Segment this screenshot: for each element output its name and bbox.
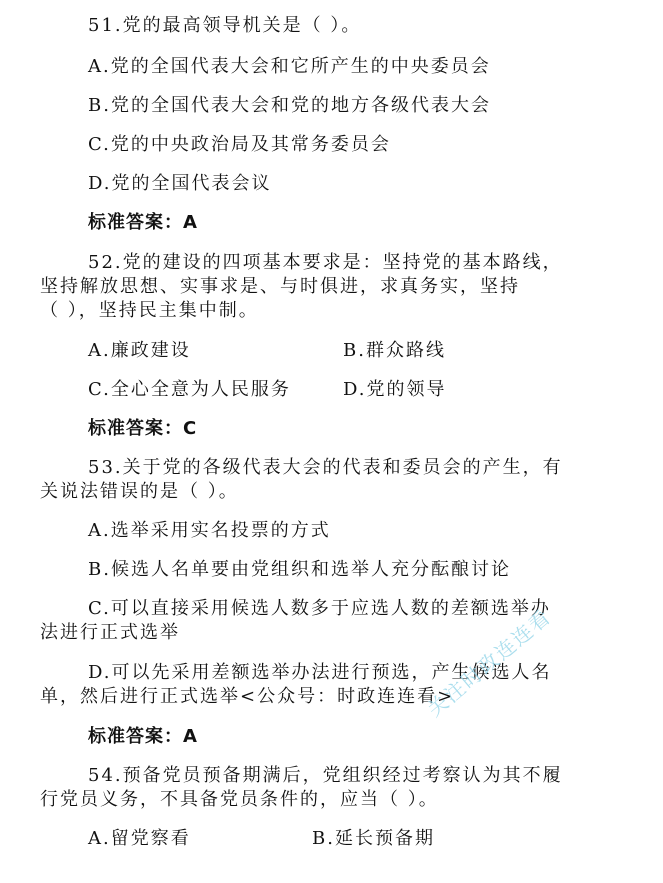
q51-option-c: C.党的中央政治局及其常务委员会 <box>88 134 391 155</box>
q54-stem-line1: 54.预备党员预备期满后，党组织经过考察认为其不履 <box>88 765 563 786</box>
q53-option-a: A.选举采用实名投票的方式 <box>88 520 331 541</box>
q53-option-d-line2: 单，然后进行正式选举<公众号：时政连连看> <box>40 686 455 707</box>
q51-stem: 51.党的最高领导机关是（ ）。 <box>88 15 362 36</box>
q53-option-d-line1: D.可以先采用差额选举办法进行预选，产生候选人名 <box>88 662 552 683</box>
q52-stem-line2: 坚持解放思想、实事求是、与时俱进，求真务实，坚持 <box>40 276 520 297</box>
q53-option-c-line1: C.可以直接采用候选人数多于应选人数的差额选举办 <box>88 598 551 619</box>
q51-option-b: B.党的全国代表大会和党的地方各级代表大会 <box>88 95 491 116</box>
q52-stem-line1: 52.党的建设的四项基本要求是：坚持党的基本路线， <box>88 252 563 273</box>
q54-option-a: A.留党察看 <box>88 828 191 849</box>
q54-stem-line2: 行党员义务，不具备党员条件的，应当（ ）。 <box>40 789 439 810</box>
q52-option-c: C.全心全意为人民服务 <box>88 379 291 400</box>
q53-stem-line2: 关说法错误的是（ ）。 <box>40 481 239 502</box>
q52-stem-line3: （ ），坚持民主集中制。 <box>40 300 259 321</box>
q53-answer: 标准答案：A <box>88 726 198 747</box>
q51-option-d: D.党的全国代表会议 <box>88 173 272 194</box>
q51-answer: 标准答案：A <box>88 212 198 233</box>
q53-stem-line1: 53.关于党的各级代表大会的代表和委员会的产生，有 <box>88 457 563 478</box>
watermark-text: 关注时政连连看 <box>422 604 556 722</box>
q53-option-c-line2: 法进行正式选举 <box>40 622 180 643</box>
q53-option-b: B.候选人名单要由党组织和选举人充分酝酿讨论 <box>88 559 511 580</box>
q52-option-a: A.廉政建设 <box>88 340 191 361</box>
q52-answer: 标准答案：C <box>88 418 198 439</box>
q51-option-a: A.党的全国代表大会和它所产生的中央委员会 <box>88 56 491 77</box>
q52-option-d: D.党的领导 <box>343 379 447 400</box>
q54-option-b: B.延长预备期 <box>312 828 435 849</box>
q52-option-b: B.群众路线 <box>343 340 446 361</box>
